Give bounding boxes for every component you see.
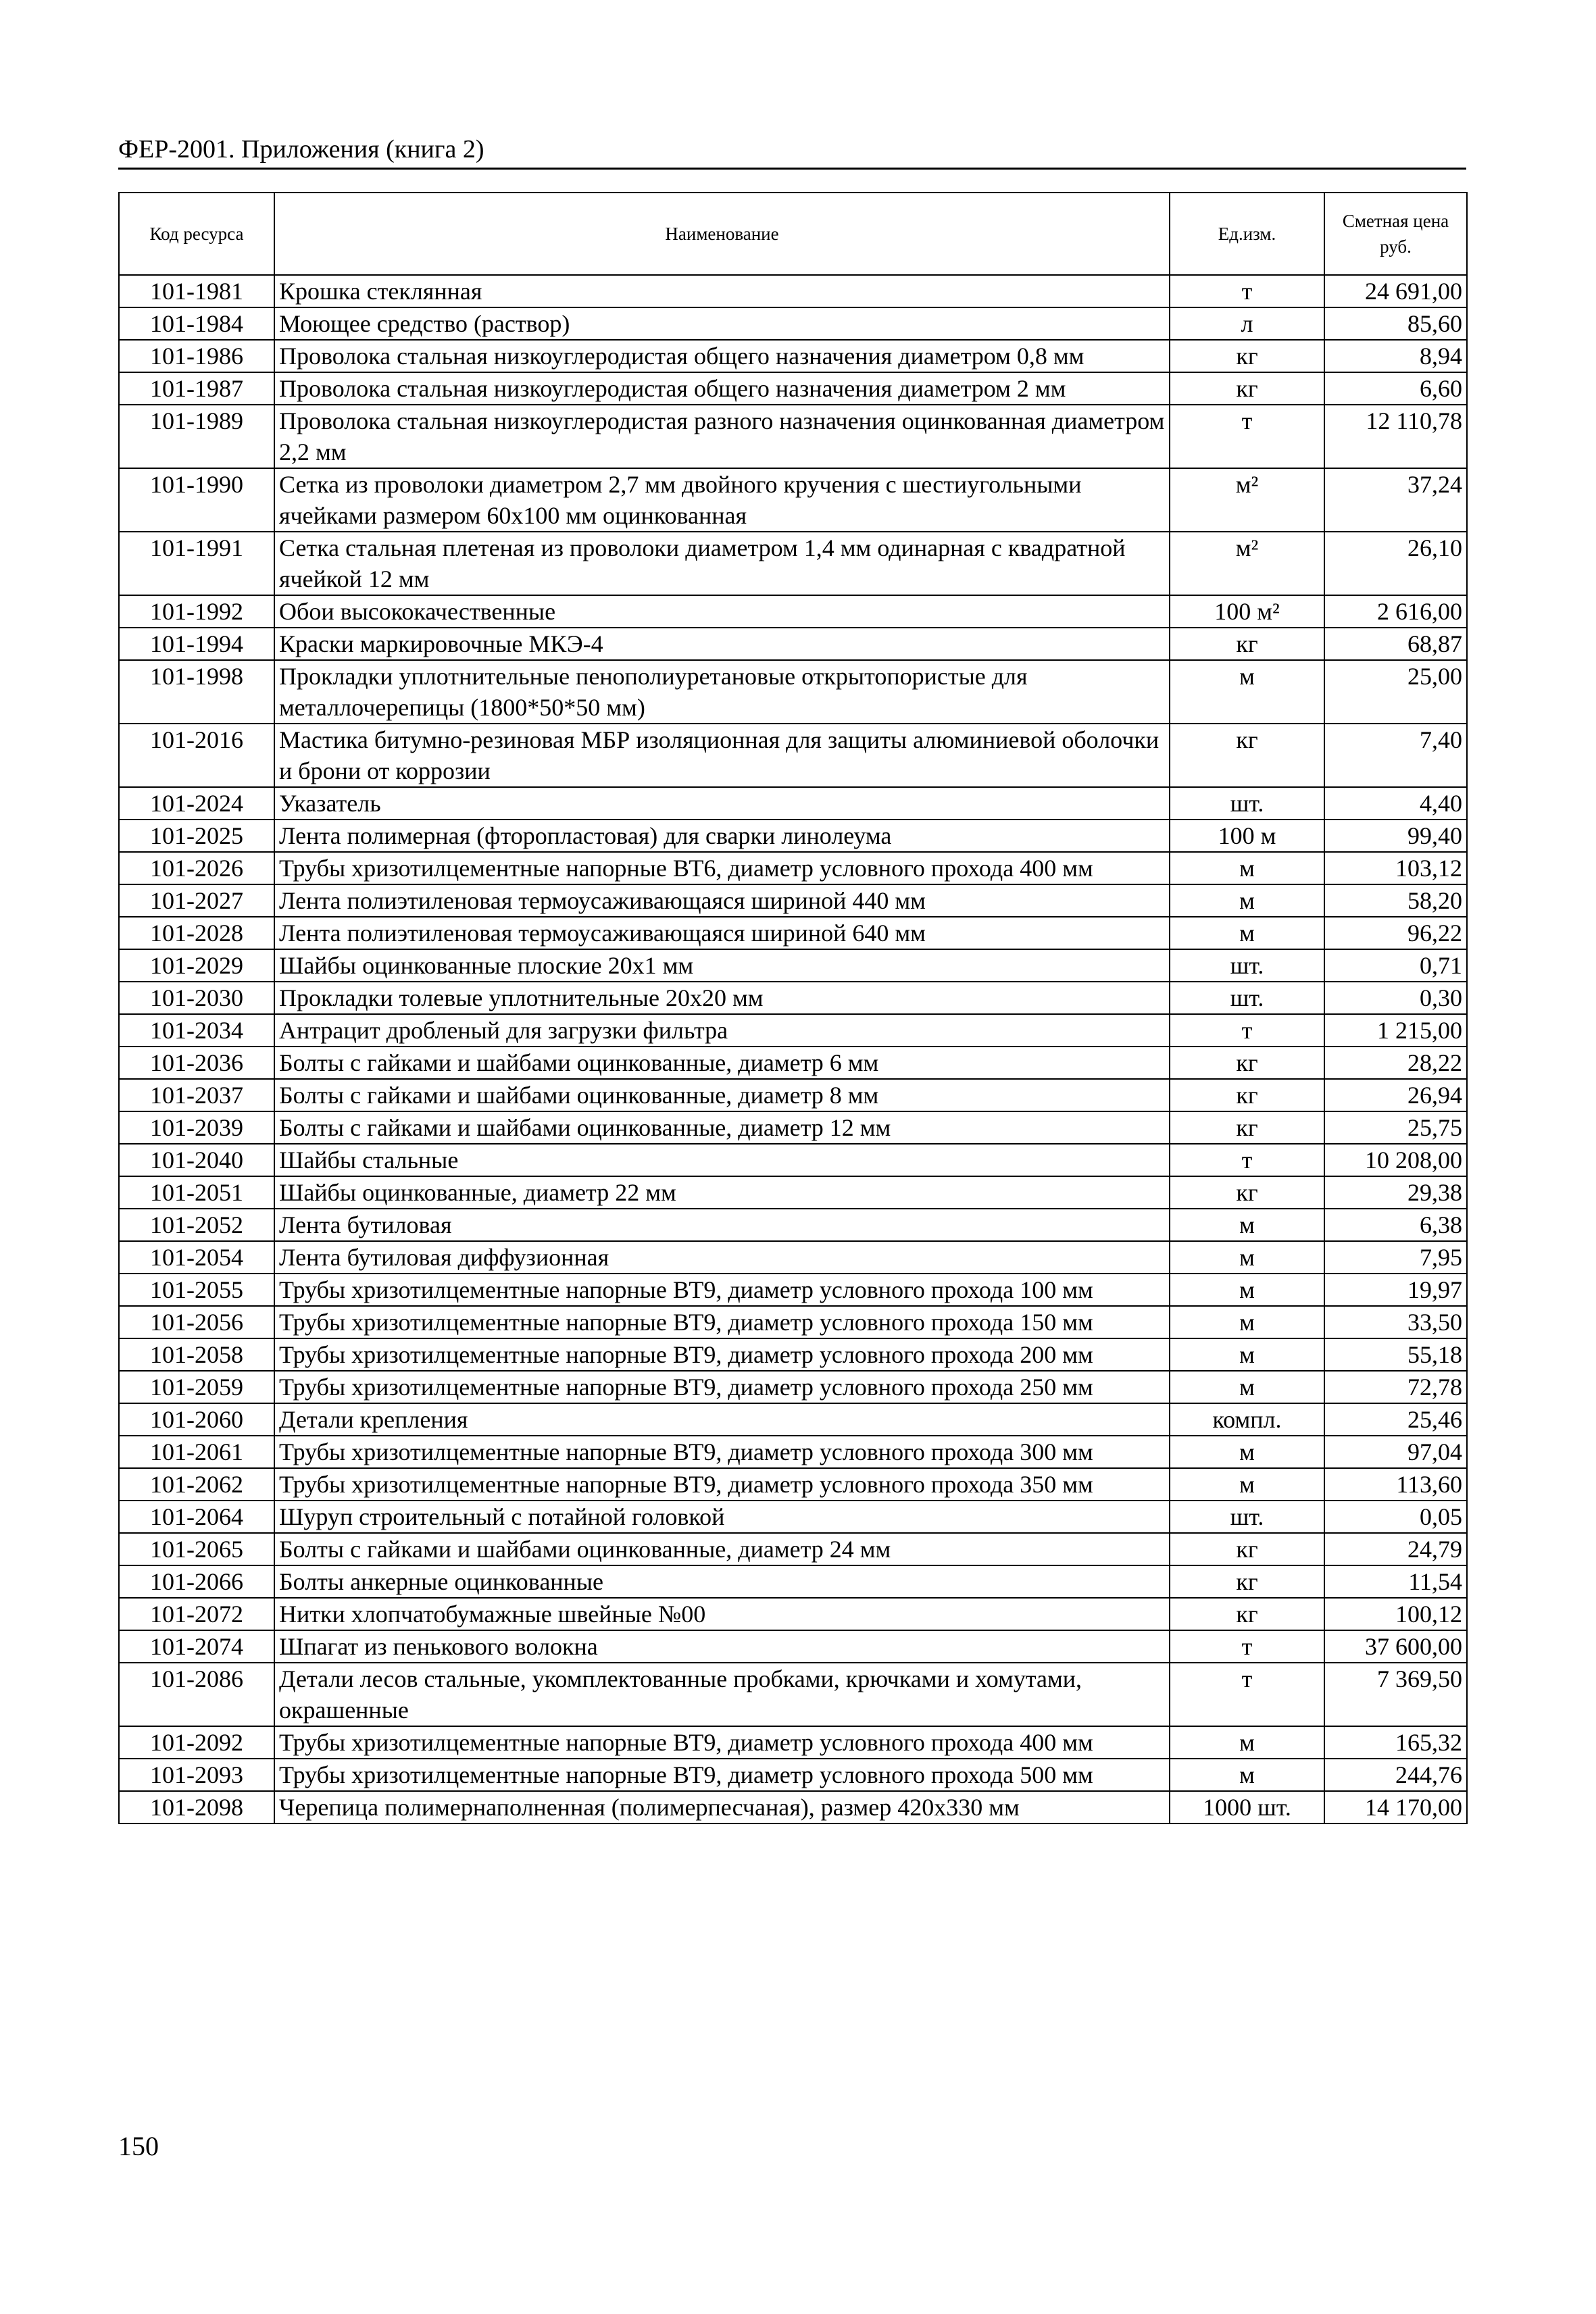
cell-code: 101-2039 [119,1111,274,1144]
table-row [119,1306,1467,1338]
table-row [119,1663,1467,1726]
cell-price: 37,24 [1324,468,1467,532]
cell-name: Трубы хризотилцементные напорные ВТ9, диаметр условного прохода 150 мм [274,1306,1170,1338]
document-title: ФЕР-2001. Приложения (книга 2) [118,135,484,164]
cell-code: 101-2026 [119,852,274,884]
table-row [119,1630,1467,1663]
cell-price: 10 208,00 [1324,1144,1467,1176]
cell-price: 7,40 [1324,724,1467,787]
cell-unit: м² [1170,532,1324,595]
table-row [119,1759,1467,1791]
table-row [119,1014,1467,1047]
table-row [119,532,1467,595]
cell-name: Прокладки толевые уплотнительные 20x20 мм [274,982,1170,1014]
cell-unit: м [1170,1241,1324,1274]
cell-unit: кг [1170,628,1324,660]
table-row [119,787,1467,820]
cell-name: Нитки хлопчатобумажные швейные №00 [274,1598,1170,1630]
cell-code: 101-2086 [119,1663,274,1726]
table-row [119,1565,1467,1598]
cell-unit: т [1170,1014,1324,1047]
cell-price: 7 369,50 [1324,1663,1467,1726]
cell-code: 101-1984 [119,307,274,340]
cell-code: 101-2098 [119,1791,274,1823]
cell-unit: кг [1170,1598,1324,1630]
table-row [119,1111,1467,1144]
page-header [118,134,1466,170]
table-row [119,1241,1467,1274]
cell-name: Трубы хризотилцементные напорные ВТ6, диаметр условного прохода 400 мм [274,852,1170,884]
cell-code: 101-1998 [119,660,274,724]
cell-name: Шуруп строительный с потайной головкой [274,1501,1170,1533]
cell-code: 101-2065 [119,1533,274,1565]
table-row [119,884,1467,917]
cell-price: 0,71 [1324,949,1467,982]
table-row [119,307,1467,340]
table-row [119,1209,1467,1241]
cell-price: 26,94 [1324,1079,1467,1111]
cell-code: 101-2093 [119,1759,274,1791]
table-body [119,275,1467,1823]
cell-unit: кг [1170,372,1324,405]
cell-price: 29,38 [1324,1176,1467,1209]
cell-unit: м [1170,1468,1324,1501]
cell-price: 6,60 [1324,372,1467,405]
cell-unit: м [1170,1371,1324,1403]
cell-code: 101-2037 [119,1079,274,1111]
cell-code: 101-2054 [119,1241,274,1274]
cell-price: 103,12 [1324,852,1467,884]
table-row [119,340,1467,372]
cell-code: 101-1989 [119,405,274,468]
cell-price: 19,97 [1324,1274,1467,1306]
cell-unit: м [1170,852,1324,884]
cell-name: Болты с гайками и шайбами оцинкованные, диаметр 6 мм [274,1047,1170,1079]
cell-unit: кг [1170,1176,1324,1209]
table-row [119,852,1467,884]
table-row [119,1598,1467,1630]
page-number: 150 [118,2131,159,2161]
cell-unit: компл. [1170,1403,1324,1436]
cell-code: 101-2028 [119,917,274,949]
cell-unit: кг [1170,1047,1324,1079]
cell-unit: л [1170,307,1324,340]
cell-code: 101-1981 [119,275,274,307]
cell-name: Проволока стальная низкоуглеродистая общего назначения диаметром 0,8 мм [274,340,1170,372]
cell-name: Болты с гайками и шайбами оцинкованные, диаметр 24 мм [274,1533,1170,1565]
table-row [119,949,1467,982]
cell-price: 244,76 [1324,1759,1467,1791]
cell-unit: м [1170,917,1324,949]
cell-name: Трубы хризотилцементные напорные ВТ9, диаметр условного прохода 200 мм [274,1338,1170,1371]
cell-price: 11,54 [1324,1565,1467,1598]
resource-price-table [118,192,1468,1824]
cell-name: Мастика битумно-резиновая МБР изоляционная для защиты алюминиевой оболочки и брони от коррозии [274,724,1170,787]
table-row [119,820,1467,852]
cell-price: 68,87 [1324,628,1467,660]
cell-name: Прокладки уплотнительные пенополиуретановые открытопористые для металлочерепицы (1800*50*50 мм) [274,660,1170,724]
cell-name: Трубы хризотилцементные напорные ВТ9, диаметр условного прохода 400 мм [274,1726,1170,1759]
cell-name: Шайбы стальные [274,1144,1170,1176]
cell-unit: м [1170,1436,1324,1468]
cell-name: Трубы хризотилцементные напорные ВТ9, диаметр условного прохода 500 мм [274,1759,1170,1791]
table-row [119,1176,1467,1209]
cell-unit: кг [1170,340,1324,372]
cell-unit: 100 м [1170,820,1324,852]
table-row [119,1436,1467,1468]
table-row [119,628,1467,660]
cell-name: Краски маркировочные МКЭ-4 [274,628,1170,660]
cell-price: 1 215,00 [1324,1014,1467,1047]
cell-price: 4,40 [1324,787,1467,820]
cell-unit: м [1170,660,1324,724]
cell-code: 101-1991 [119,532,274,595]
cell-unit: 1000 шт. [1170,1791,1324,1823]
cell-code: 101-1990 [119,468,274,532]
cell-unit: м [1170,1338,1324,1371]
cell-code: 101-2029 [119,949,274,982]
cell-unit: шт. [1170,949,1324,982]
cell-name: Лента полимерная (фторопластовая) для сварки линолеума [274,820,1170,852]
cell-unit: м [1170,1274,1324,1306]
column-header-unit: Ед.изм. [1170,193,1324,275]
table-row [119,1371,1467,1403]
cell-code: 101-1986 [119,340,274,372]
cell-name: Шайбы оцинкованные, диаметр 22 мм [274,1176,1170,1209]
cell-name: Детали крепления [274,1403,1170,1436]
cell-unit: 100 м² [1170,595,1324,628]
cell-unit: т [1170,1663,1324,1726]
cell-name: Проволока стальная низкоуглеродистая разного назначения оцинкованная диаметром 2,2 мм [274,405,1170,468]
cell-code: 101-1994 [119,628,274,660]
cell-name: Лента полиэтиленовая термоусаживающаяся шириной 440 мм [274,884,1170,917]
cell-name: Сетка из проволоки диаметром 2,7 мм двойного кручения с шестиугольными ячейками размером 60x100 мм оцинкованная [274,468,1170,532]
cell-code: 101-2040 [119,1144,274,1176]
column-header-name: Наименование [274,193,1170,275]
cell-unit: м [1170,1209,1324,1241]
cell-price: 6,38 [1324,1209,1467,1241]
cell-unit: шт. [1170,787,1324,820]
cell-code: 101-2092 [119,1726,274,1759]
cell-price: 96,22 [1324,917,1467,949]
cell-name: Трубы хризотилцементные напорные ВТ9, диаметр условного прохода 100 мм [274,1274,1170,1306]
cell-code: 101-2051 [119,1176,274,1209]
table-row [119,1047,1467,1079]
cell-unit: кг [1170,1111,1324,1144]
cell-price: 0,30 [1324,982,1467,1014]
cell-code: 101-2064 [119,1501,274,1533]
cell-name: Проволока стальная низкоуглеродистая общего назначения диаметром 2 мм [274,372,1170,405]
cell-price: 72,78 [1324,1371,1467,1403]
cell-price: 12 110,78 [1324,405,1467,468]
cell-unit: кг [1170,1079,1324,1111]
cell-code: 101-2016 [119,724,274,787]
cell-name: Лента бутиловая диффузионная [274,1241,1170,1274]
cell-name: Болты с гайками и шайбами оцинкованные, диаметр 12 мм [274,1111,1170,1144]
cell-unit: м² [1170,468,1324,532]
cell-unit: кг [1170,1533,1324,1565]
cell-price: 33,50 [1324,1306,1467,1338]
cell-price: 8,94 [1324,340,1467,372]
cell-code: 101-2066 [119,1565,274,1598]
table-header-row [119,193,1467,275]
cell-name: Болты с гайками и шайбами оцинкованные, диаметр 8 мм [274,1079,1170,1111]
cell-name: Трубы хризотилцементные напорные ВТ9, диаметр условного прохода 300 мм [274,1436,1170,1468]
cell-name: Шайбы оцинкованные плоские 20x1 мм [274,949,1170,982]
table-row [119,1079,1467,1111]
table-row [119,917,1467,949]
cell-code: 101-2034 [119,1014,274,1047]
cell-price: 26,10 [1324,532,1467,595]
table-row [119,1468,1467,1501]
cell-name: Трубы хризотилцементные напорные ВТ9, диаметр условного прохода 250 мм [274,1371,1170,1403]
cell-unit: т [1170,405,1324,468]
cell-code: 101-2058 [119,1338,274,1371]
cell-unit: т [1170,1144,1324,1176]
table-row [119,405,1467,468]
table-row [119,595,1467,628]
table-row [119,372,1467,405]
cell-code: 101-1987 [119,372,274,405]
cell-price: 7,95 [1324,1241,1467,1274]
cell-price: 37 600,00 [1324,1630,1467,1663]
cell-unit: кг [1170,724,1324,787]
cell-name: Лента бутиловая [274,1209,1170,1241]
cell-unit: т [1170,1630,1324,1663]
cell-price: 55,18 [1324,1338,1467,1371]
cell-code: 101-2030 [119,982,274,1014]
cell-unit: кг [1170,1565,1324,1598]
cell-code: 101-2024 [119,787,274,820]
table-row [119,1338,1467,1371]
cell-unit: шт. [1170,982,1324,1014]
cell-name: Антрацит дробленый для загрузки фильтра [274,1014,1170,1047]
table-row [119,1403,1467,1436]
cell-name: Болты анкерные оцинкованные [274,1565,1170,1598]
table-row [119,1791,1467,1823]
cell-price: 0,05 [1324,1501,1467,1533]
cell-unit: м [1170,1306,1324,1338]
cell-code: 101-2056 [119,1306,274,1338]
cell-price: 24,79 [1324,1533,1467,1565]
cell-price: 25,46 [1324,1403,1467,1436]
table-row [119,1144,1467,1176]
cell-price: 100,12 [1324,1598,1467,1630]
cell-price: 2 616,00 [1324,595,1467,628]
cell-code: 101-2036 [119,1047,274,1079]
cell-price: 165,32 [1324,1726,1467,1759]
cell-code: 101-2062 [119,1468,274,1501]
cell-code: 101-2060 [119,1403,274,1436]
table-row [119,1501,1467,1533]
cell-unit: шт. [1170,1501,1324,1533]
cell-price: 25,00 [1324,660,1467,724]
cell-name: Лента полиэтиленовая термоусаживающаяся шириной 640 мм [274,917,1170,949]
table-row [119,275,1467,307]
cell-price: 24 691,00 [1324,275,1467,307]
cell-price: 14 170,00 [1324,1791,1467,1823]
cell-code: 101-1992 [119,595,274,628]
cell-name: Трубы хризотилцементные напорные ВТ9, диаметр условного прохода 350 мм [274,1468,1170,1501]
cell-code: 101-2025 [119,820,274,852]
table-row [119,1274,1467,1306]
cell-unit: м [1170,884,1324,917]
column-header-code: Код ресурса [119,193,274,275]
cell-unit: т [1170,275,1324,307]
cell-name: Шпагат из пенькового волокна [274,1630,1170,1663]
cell-code: 101-2055 [119,1274,274,1306]
cell-name: Моющее средство (раствор) [274,307,1170,340]
cell-price: 113,60 [1324,1468,1467,1501]
cell-unit: м [1170,1759,1324,1791]
table-row [119,1533,1467,1565]
cell-price: 25,75 [1324,1111,1467,1144]
cell-price: 58,20 [1324,884,1467,917]
cell-code: 101-2072 [119,1598,274,1630]
cell-name: Сетка стальная плетеная из проволоки диаметром 1,4 мм одинарная с квадратной ячейкой 12 мм [274,532,1170,595]
table-row [119,468,1467,532]
cell-code: 101-2052 [119,1209,274,1241]
cell-name: Крошка стеклянная [274,275,1170,307]
cell-code: 101-2027 [119,884,274,917]
cell-price: 97,04 [1324,1436,1467,1468]
table-row [119,982,1467,1014]
cell-code: 101-2074 [119,1630,274,1663]
cell-name: Указатель [274,787,1170,820]
cell-name: Черепица полимернаполненная (полимерпесчаная), размер 420x330 мм [274,1791,1170,1823]
table-row [119,724,1467,787]
cell-price: 99,40 [1324,820,1467,852]
table-row [119,1726,1467,1759]
table-row [119,660,1467,724]
cell-name: Обои высококачественные [274,595,1170,628]
cell-name: Детали лесов стальные, укомплектованные пробками, крючками и хомутами, окрашенные [274,1663,1170,1726]
cell-unit: м [1170,1726,1324,1759]
column-header-price: Сметная цена руб. [1324,193,1467,275]
cell-code: 101-2061 [119,1436,274,1468]
cell-code: 101-2059 [119,1371,274,1403]
cell-price: 85,60 [1324,307,1467,340]
cell-price: 28,22 [1324,1047,1467,1079]
